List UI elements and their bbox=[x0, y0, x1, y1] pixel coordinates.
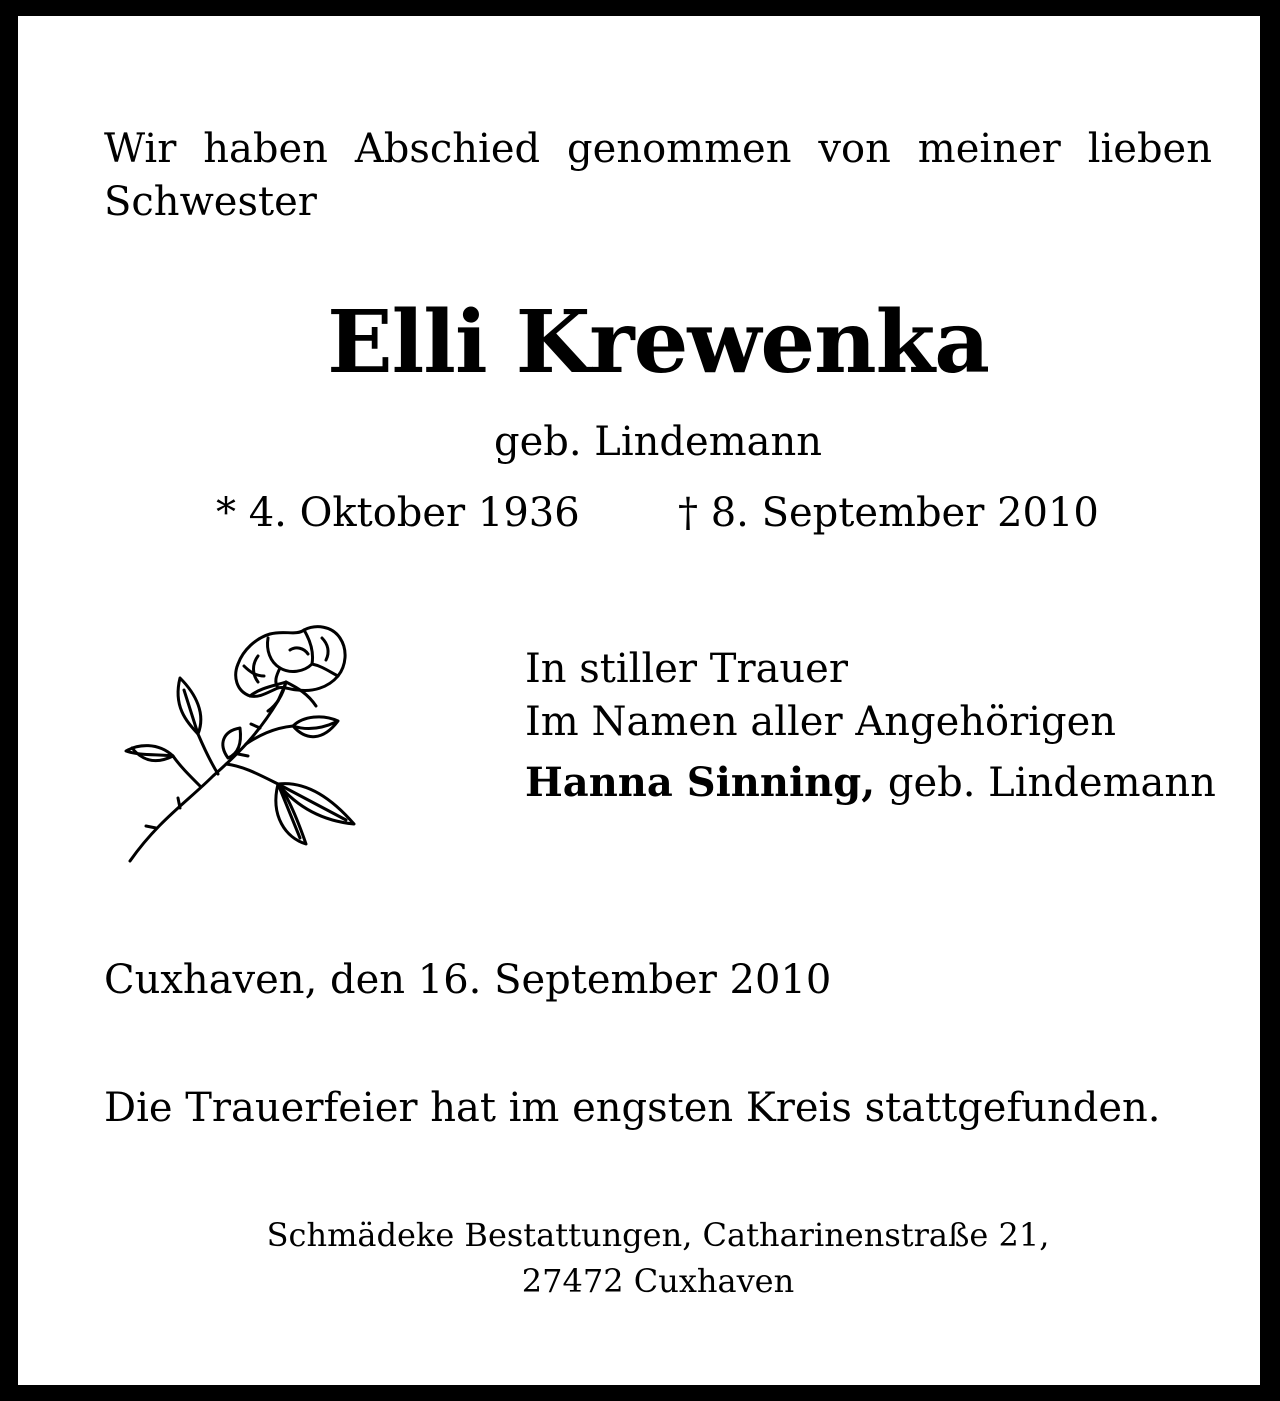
undertaker-line-1: Schmädeke Bestattungen, Catharinenstraße 21, bbox=[266, 1216, 1050, 1254]
place-and-date: Cuxhaven, den 16. September 2010 bbox=[104, 957, 832, 1003]
ceremony-note: Die Trauerfeier hat im engsten Kreis stattgefunden. bbox=[104, 1085, 1161, 1131]
undertaker-line-2: 27472 Cuxhaven bbox=[521, 1262, 795, 1300]
mourning-line-2: Im Namen aller Angehörigen bbox=[525, 699, 1117, 745]
intro-text-line-1: Wir haben Abschied genommen von meiner lieben bbox=[104, 126, 1212, 172]
deceased-name: Elli Krewenka bbox=[327, 292, 989, 393]
maiden-name: geb. Lindemann bbox=[493, 419, 822, 465]
birth-date: * 4. Oktober 1936 bbox=[216, 490, 580, 536]
death-date: † 8. September 2010 bbox=[678, 490, 1099, 536]
mourner-line bbox=[525, 760, 1216, 806]
mourner-maiden-name: geb. Lindemann bbox=[875, 760, 1216, 806]
rose-icon bbox=[118, 616, 363, 868]
intro-text-line-2: Schwester bbox=[104, 179, 317, 225]
mourner-name: Hanna Sinning, bbox=[525, 759, 876, 806]
mourning-line-1: In stiller Trauer bbox=[525, 646, 848, 692]
